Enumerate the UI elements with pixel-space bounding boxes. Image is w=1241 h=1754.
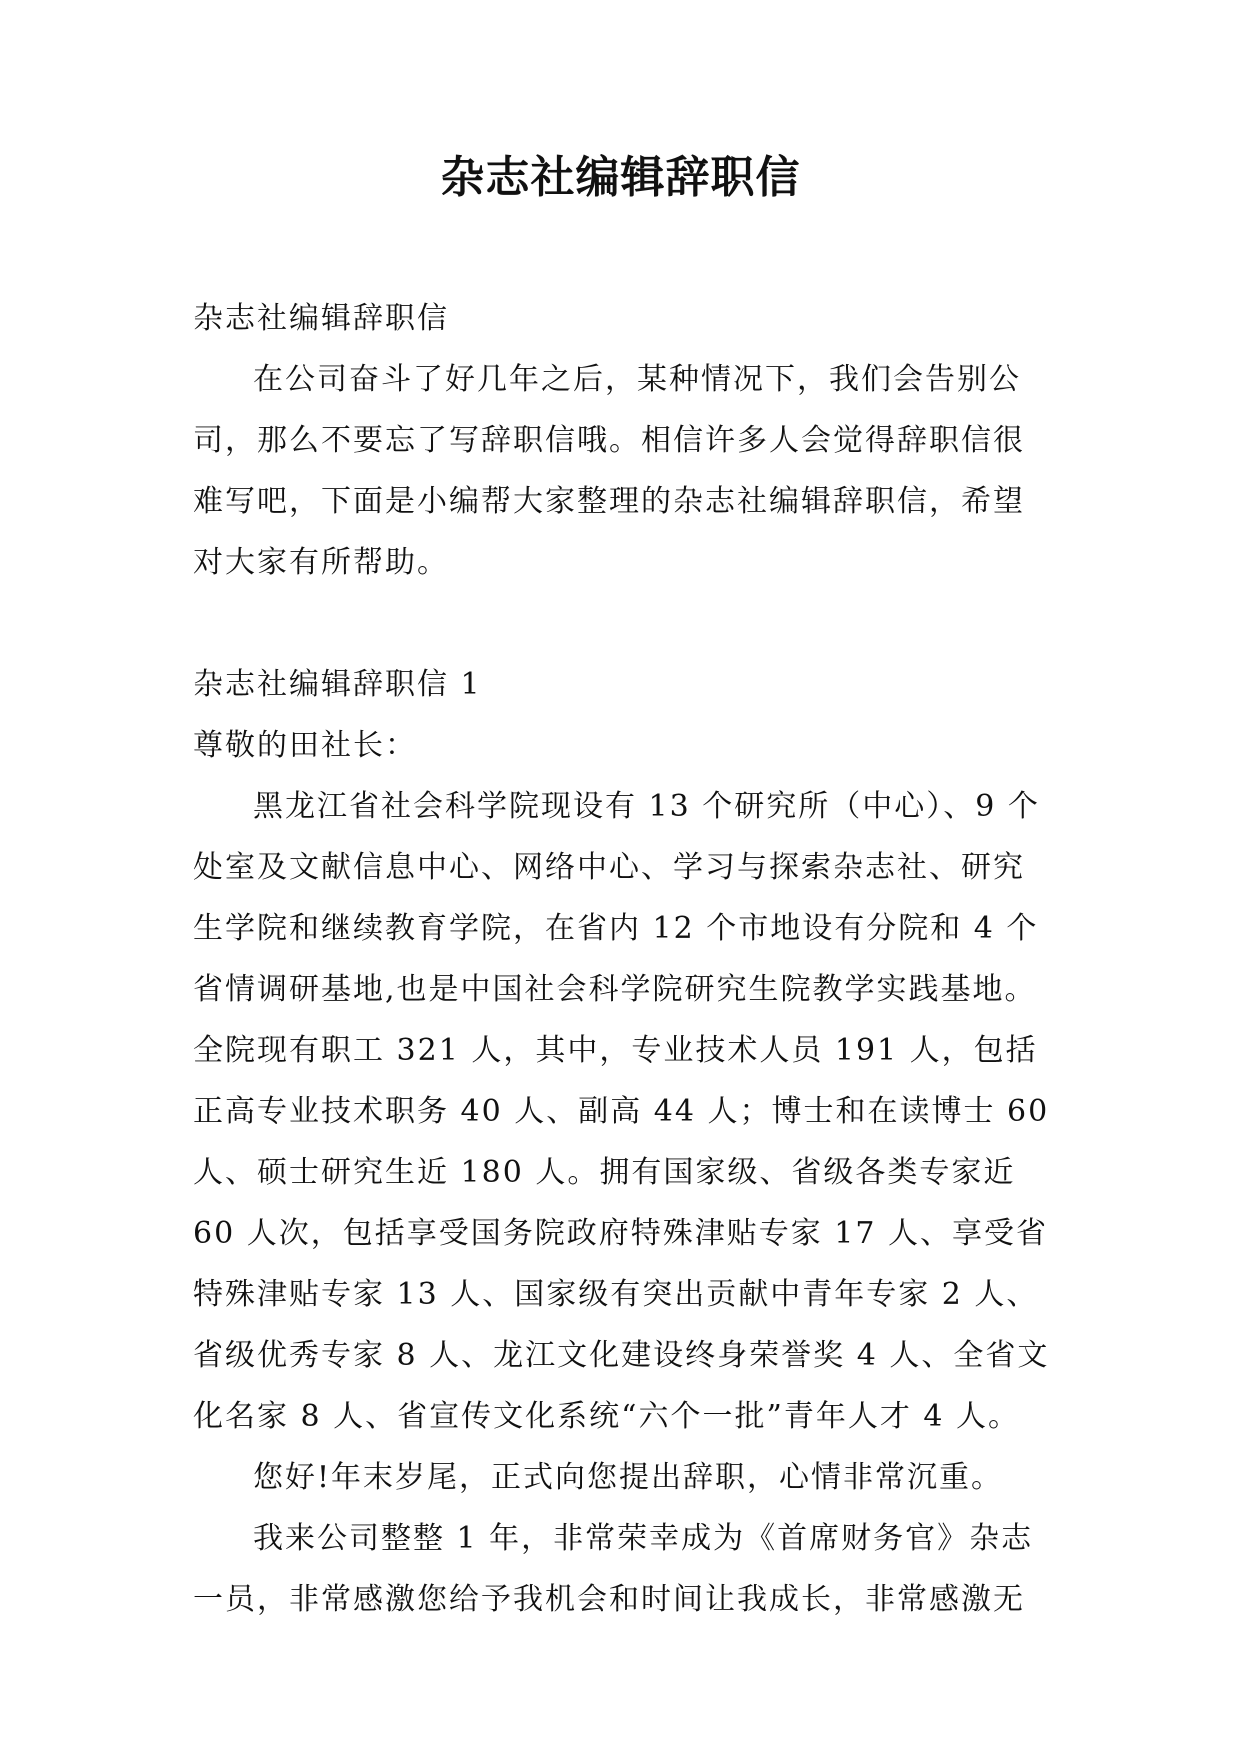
paragraph-spacer bbox=[193, 593, 1055, 654]
document-title: 杂志社编辑辞职信 bbox=[440, 152, 801, 203]
body-paragraph: 您好!年末岁尾，正式向您提出辞职，心情非常沉重。 bbox=[253, 1460, 1004, 1495]
body-paragraph: 我来公司整整 1 年，非常荣幸成为《首席财务官》杂志一员，非常感激您给予我机会和时间让我成长，非常感激无 bbox=[193, 1521, 1034, 1617]
salutation: 尊敬的田社长： bbox=[193, 728, 417, 763]
intro-paragraph: 在公司奋斗了好几年之后，某种情况下，我们会告别公司，那么不要忘了写辞职信哦。相信许多人会觉得辞职信很难写吧，下面是小编帮大家整理的杂志社编辑辞职信，希望对大家有所帮助。 bbox=[193, 362, 1025, 580]
document-body bbox=[193, 288, 1055, 1630]
document-subtitle: 杂志社编辑辞职信 bbox=[193, 301, 449, 336]
body-paragraph: 黑龙江省社会科学院现设有 13 个研究所（中心）、9 个处室及文献信息中心、网络中心、学习与探索杂志社、研究生学院和继续教育学院，在省内 12 个市地设有分院和 4 个省情调研基地,也是中国社会科学院研究生院教学实践基地。全院现有职工 321 人，其中，专业技术人员 191 人，包括正高专业技术职务 40 人、副高 44 人；博士和在读博士 60 人、硕士研究生近 180 人。拥有国家级、省级各类专家近 60 人次，包括享受国务院政府特殊津贴专家 17 人、享受省特殊津贴专家 13 人、国家级有突出贡献中青年专家 2 人、省级优秀专家 8 人、龙江文化建设终身荣誉奖 4 人、全省文化名家 8 人、省宣传文化系统“六个一批”青年人才 4 人。 bbox=[193, 789, 1050, 1434]
section-heading: 杂志社编辑辞职信 1 bbox=[193, 667, 482, 702]
